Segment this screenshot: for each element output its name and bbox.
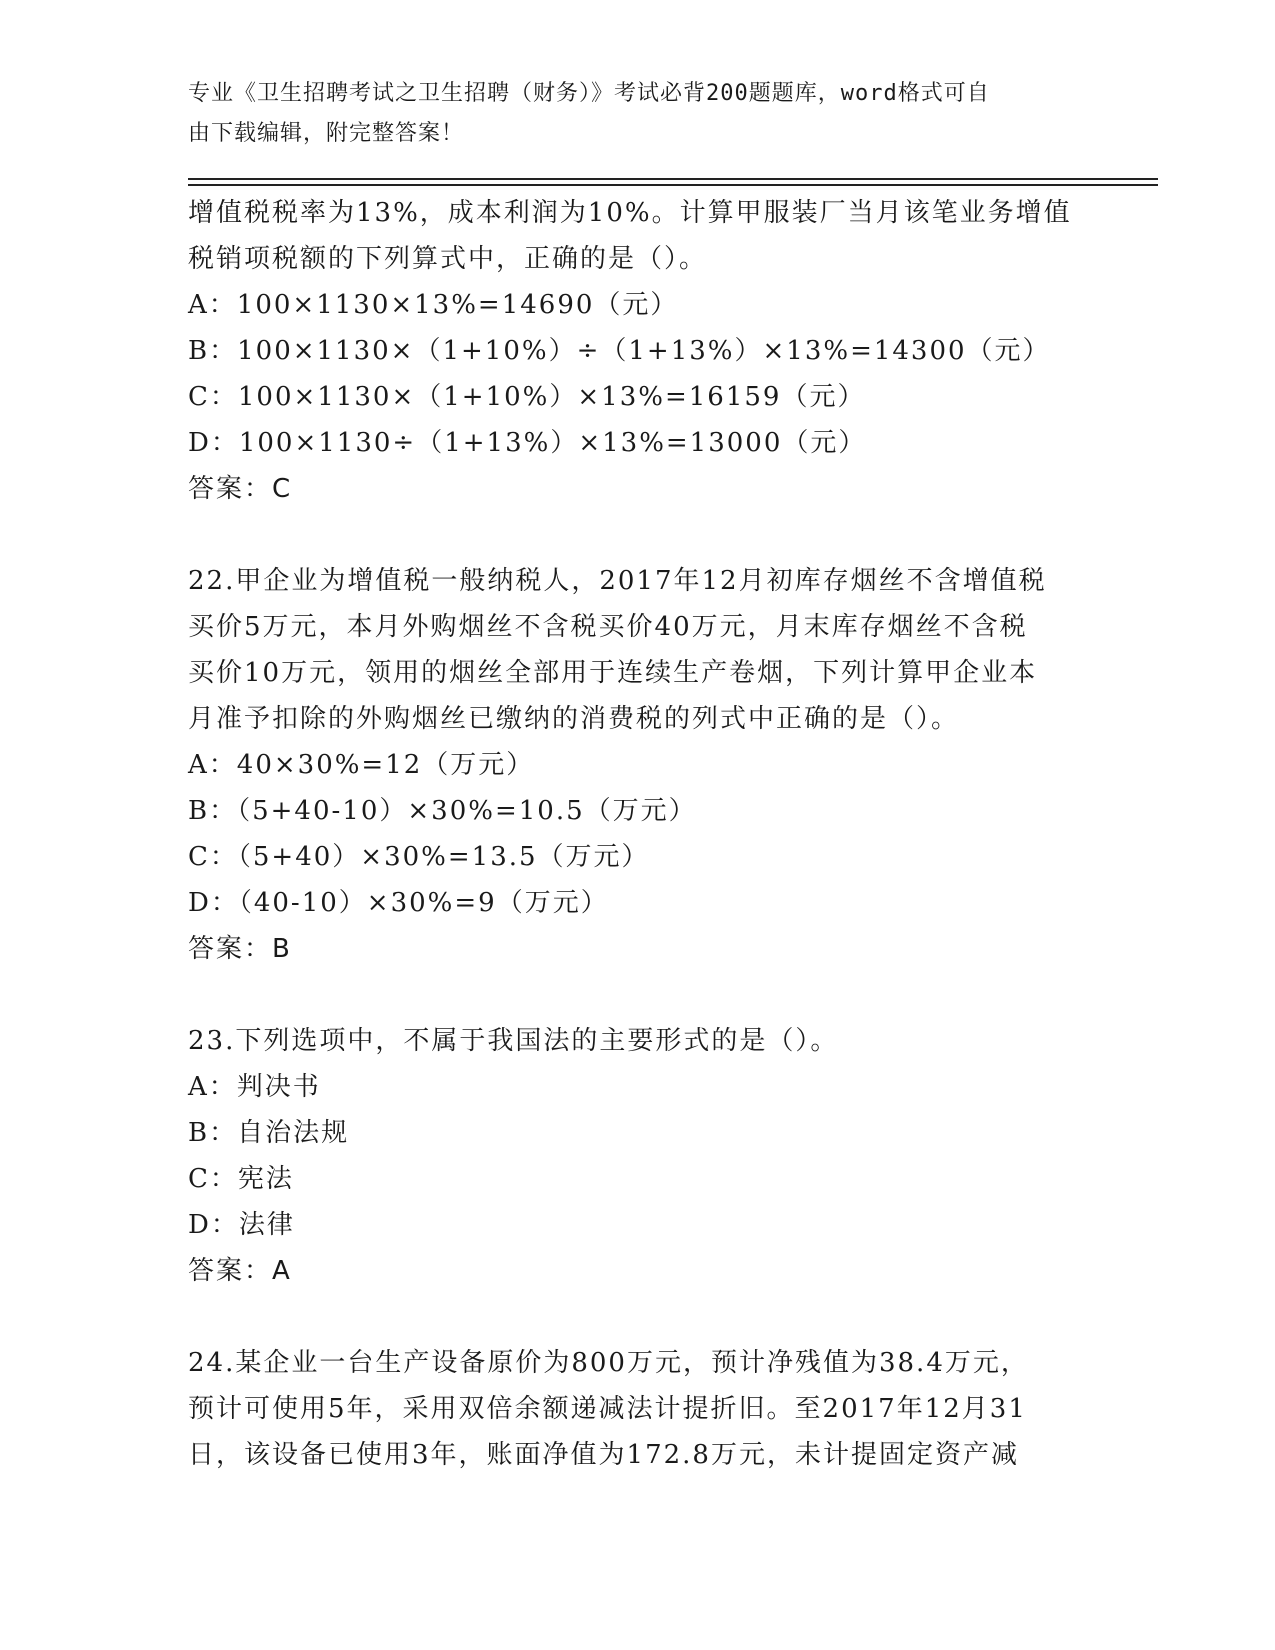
question-stem-line: 24.某企业一台生产设备原价为800万元，预计净残值为38.4万元， xyxy=(188,1348,1029,1378)
spacer xyxy=(188,1294,1088,1340)
header-line-2: 由下载编辑，附完整答案！ xyxy=(188,121,465,146)
header-divider-bottom xyxy=(188,184,1158,186)
question-stem-line: 23.下列选项中，不属于我国法的主要形式的是（）。 xyxy=(188,1026,839,1056)
option-a: A：40×30%=12（万元） xyxy=(188,750,535,780)
question-21 xyxy=(188,190,1088,512)
option-c: C：100×1130×（1+10%）×13%=16159（元） xyxy=(188,382,866,412)
spacer xyxy=(188,972,1088,1018)
document-header xyxy=(188,74,1068,154)
question-content xyxy=(188,190,1088,1478)
question-24 xyxy=(188,1340,1088,1478)
question-stem-line: 买价5万元，本月外购烟丝不含税买价40万元，月末库存烟丝不含税 xyxy=(188,612,1028,642)
question-22 xyxy=(188,558,1088,972)
question-stem-line: 预计可使用5年，采用双倍余额递减法计提折旧。至2017年12月31 xyxy=(188,1394,1027,1424)
option-b: B：100×1130×（1+10%）÷（1+13%）×13%=14300（元） xyxy=(188,336,1051,366)
question-stem-line: 月准予扣除的外购烟丝已缴纳的消费税的列式中正确的是（）。 xyxy=(188,704,960,734)
option-c: C：宪法 xyxy=(188,1164,294,1194)
answer-label: 答案：B xyxy=(188,934,292,964)
question-stem-line: 增值税税率为13%，成本利润为10%。计算甲服装厂当月该笔业务增值 xyxy=(188,198,1072,228)
option-a: A：判决书 xyxy=(188,1072,321,1102)
question-23 xyxy=(188,1018,1088,1294)
spacer xyxy=(188,512,1088,558)
question-stem-line: 税销项税额的下列算式中，正确的是（）。 xyxy=(188,244,708,274)
option-c: C：（5+40）×30%=13.5（万元） xyxy=(188,842,650,872)
option-b: B：（5+40-10）×30%=10.5（万元） xyxy=(188,796,697,826)
answer-label: 答案：A xyxy=(188,1256,292,1286)
option-d: D：（40-10）×30%=9（万元） xyxy=(188,888,609,918)
header-line-1: 专业《卫生招聘考试之卫生招聘（财务）》考试必背200题题库，word格式可自 xyxy=(188,81,990,106)
answer-label: 答案：C xyxy=(188,474,293,504)
option-a: A：100×1130×13%=14690（元） xyxy=(188,290,679,320)
option-d: D：100×1130÷（1+13%）×13%=13000（元） xyxy=(188,428,867,458)
question-stem-line: 日，该设备已使用3年，账面净值为172.8万元，未计提固定资产减 xyxy=(188,1440,1019,1470)
option-b: B：自治法规 xyxy=(188,1118,350,1148)
header-divider-top xyxy=(188,178,1158,180)
option-d: D：法律 xyxy=(188,1210,295,1240)
question-stem-line: 22.甲企业为增值税一般纳税人，2017年12月初库存烟丝不含增值税 xyxy=(188,566,1047,596)
question-stem-line: 买价10万元，领用的烟丝全部用于连续生产卷烟，下列计算甲企业本 xyxy=(188,658,1038,688)
